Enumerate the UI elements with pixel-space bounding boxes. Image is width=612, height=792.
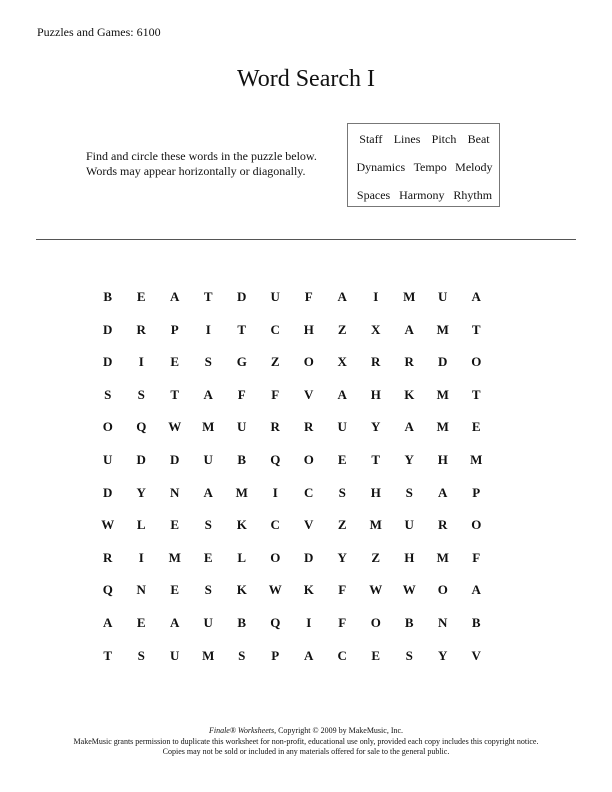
grid-letter: P: [271, 647, 280, 663]
word-bank-word: Dynamics: [356, 160, 406, 174]
grid-letter: S: [338, 484, 346, 500]
grid-letter: T: [471, 321, 481, 337]
grid-letter: S: [137, 386, 145, 402]
grid-letter: U: [170, 647, 180, 663]
grid-letter: D: [438, 354, 448, 370]
grid-letter: E: [471, 419, 481, 435]
grid-letter: Y: [371, 419, 381, 435]
grid-letter: F: [338, 582, 347, 598]
grid-row: [91, 574, 493, 607]
grid-letter: S: [204, 582, 212, 598]
grid-row: [91, 281, 493, 314]
grid-letter: M: [202, 647, 215, 663]
grid-letter: C: [304, 484, 314, 500]
grid-letter: Z: [270, 354, 280, 370]
instructions-line-2: Words may appear horizontally or diagonally.: [86, 164, 306, 178]
grid-letter: K: [236, 517, 247, 533]
grid-letter: E: [170, 582, 180, 598]
grid-letter: N: [170, 484, 180, 500]
grid-row: [91, 444, 493, 477]
grid-letter: A: [170, 289, 180, 304]
word-bank-word: Rhythm: [453, 188, 493, 202]
word-bank-word: Staff: [359, 132, 383, 146]
grid-letter: F: [271, 386, 280, 402]
grid-letter: A: [471, 289, 481, 304]
grid-letter: D: [136, 452, 146, 467]
grid-letter: F: [472, 549, 481, 565]
grid-letter: M: [168, 549, 181, 565]
grid-letter: T: [203, 289, 213, 304]
grid-letter: I: [272, 484, 278, 500]
grid-letter: G: [236, 354, 247, 370]
divider: [36, 239, 576, 240]
word-bank-word: Pitch: [431, 132, 457, 146]
instructions: [86, 149, 317, 179]
grid-letter: H: [370, 386, 381, 402]
grid-letter: S: [204, 517, 212, 533]
footer-copyright: , Copyright © 2009 by MakeMusic, Inc.: [274, 726, 404, 735]
grid-letter: P: [472, 484, 481, 500]
grid-letter: Q: [270, 452, 281, 467]
word-bank-row: [348, 132, 501, 147]
grid-letter: Q: [102, 582, 113, 598]
page-title: Word Search I: [236, 66, 375, 92]
grid-row: [91, 346, 493, 379]
grid-letter: A: [203, 386, 213, 402]
grid-letter: M: [436, 386, 449, 402]
grid-letter: W: [402, 582, 416, 598]
grid-letter: S: [238, 647, 246, 663]
grid-letter: F: [237, 386, 246, 402]
grid-letter: U: [237, 419, 247, 435]
grid-letter: H: [437, 452, 448, 467]
grid-letter: R: [438, 517, 448, 533]
grid-letter: N: [438, 615, 448, 630]
grid-letter: V: [304, 517, 314, 533]
grid-letter: X: [337, 354, 347, 370]
word-bank-word: Tempo: [413, 160, 447, 174]
grid-letter: Z: [337, 321, 347, 337]
grid-letter: I: [138, 354, 144, 370]
grid-row: [91, 379, 493, 412]
grid-letter: H: [303, 321, 314, 337]
grid-letter: K: [404, 386, 415, 402]
footer-line-1: [0, 726, 612, 737]
grid-letter: M: [470, 452, 483, 467]
grid-letter: U: [270, 289, 280, 304]
footer-brand: Finale® Worksheets: [208, 726, 275, 735]
grid-letter: E: [136, 289, 146, 304]
word-bank-word: Lines: [393, 132, 421, 146]
grid-letter: A: [471, 582, 481, 598]
footer-line-2: MakeMusic grants permission to duplicate this worksheet for non-profit, educational use only, provided each copy includes this copyright notice.: [73, 736, 539, 746]
grid-letter: V: [471, 647, 481, 663]
grid-letter: S: [104, 386, 112, 402]
grid-letter: M: [436, 419, 449, 435]
grid-letter: B: [237, 452, 247, 467]
grid-letter: D: [304, 549, 314, 565]
copyright-footer: [0, 726, 612, 758]
instructions-line-1: Find and circle these words in the puzzle below.: [86, 149, 317, 163]
grid-letter: S: [405, 484, 413, 500]
grid-letter: O: [370, 615, 381, 630]
grid-letter: A: [438, 484, 448, 500]
grid-letter: E: [371, 647, 381, 663]
grid-letter: R: [103, 549, 113, 565]
grid-letter: E: [170, 354, 180, 370]
grid-letter: H: [404, 549, 415, 565]
grid-letter: Q: [136, 419, 147, 435]
grid-letter: A: [203, 484, 213, 500]
grid-letter: U: [103, 452, 113, 467]
grid-letter: N: [136, 582, 146, 598]
word-bank-word: Harmony: [399, 188, 445, 202]
grid-letter: E: [170, 517, 180, 533]
grid-letter: R: [304, 419, 314, 435]
grid-letter: O: [303, 452, 314, 467]
grid-letter: W: [268, 582, 282, 598]
grid-row: [91, 509, 493, 542]
grid-letter: A: [337, 386, 347, 402]
grid-row: [91, 640, 493, 673]
grid-letter: I: [138, 549, 144, 565]
word-bank-row: [348, 160, 501, 175]
grid-letter: D: [103, 484, 113, 500]
grid-letter: B: [471, 615, 481, 630]
grid-letter: W: [101, 517, 115, 533]
grid-letter: A: [404, 419, 414, 435]
grid-letter: T: [237, 321, 247, 337]
grid-letter: C: [337, 647, 347, 663]
grid-letter: M: [235, 484, 248, 500]
grid-letter: O: [303, 354, 314, 370]
grid-letter: M: [403, 289, 416, 304]
grid-letter: E: [337, 452, 347, 467]
grid-letter: W: [369, 582, 383, 598]
grid-letter: B: [404, 615, 414, 630]
grid-letter: U: [438, 289, 448, 304]
grid-letter: A: [404, 321, 414, 337]
grid-letter: U: [337, 419, 347, 435]
grid-letter: U: [203, 452, 213, 467]
grid-letter: Q: [270, 615, 281, 630]
grid-letter: F: [304, 289, 313, 304]
grid-letter: B: [237, 615, 247, 630]
word-bank-word: Beat: [467, 132, 490, 146]
grid-letter: A: [337, 289, 347, 304]
grid-letter: C: [270, 321, 280, 337]
grid-letter: O: [102, 419, 113, 435]
grid-letter: H: [370, 484, 381, 500]
grid-letter: T: [371, 452, 381, 467]
grid-letter: Z: [371, 549, 381, 565]
grid-letter: S: [405, 647, 413, 663]
grid-letter: T: [471, 386, 481, 402]
grid-letter: U: [203, 615, 213, 630]
grid-letter: W: [168, 419, 182, 435]
grid-row: [91, 411, 493, 444]
grid-letter: A: [304, 647, 314, 663]
grid-letter: C: [270, 517, 280, 533]
grid-row: [91, 477, 493, 510]
grid-letter: I: [205, 321, 211, 337]
grid-letter: E: [136, 615, 146, 630]
grid-letter: I: [373, 289, 379, 304]
word-bank: [347, 123, 500, 207]
grid-letter: R: [371, 354, 381, 370]
grid-letter: T: [170, 386, 180, 402]
grid-letter: V: [304, 386, 314, 402]
footer-line-3: Copies may not be sold or included in any materials offered for sale to the general public.: [162, 747, 450, 756]
grid-letter: O: [270, 549, 281, 565]
grid-letter: S: [204, 354, 212, 370]
series-label: Puzzles and Games: 6100: [37, 25, 161, 39]
grid-letter: M: [436, 549, 449, 565]
grid-letter: O: [471, 517, 482, 533]
grid-letter: L: [237, 549, 247, 565]
grid-letter: O: [437, 582, 448, 598]
grid-letter: R: [270, 419, 280, 435]
grid-letter: D: [170, 452, 180, 467]
grid-letter: F: [338, 615, 347, 630]
word-bank-word: Spaces: [356, 188, 391, 202]
grid-letter: T: [103, 647, 113, 663]
grid-letter: M: [436, 321, 449, 337]
grid-letter: R: [136, 321, 146, 337]
grid-letter: O: [471, 354, 482, 370]
grid-letter: M: [202, 419, 215, 435]
grid-letter: A: [170, 615, 180, 630]
grid-letter: E: [203, 549, 213, 565]
grid-letter: S: [137, 647, 145, 663]
word-bank-word: Melody: [455, 160, 493, 174]
grid-letter: X: [371, 321, 381, 337]
grid-letter: Y: [337, 549, 347, 565]
grid-letter: D: [237, 289, 247, 304]
grid-letter: P: [170, 321, 179, 337]
grid-letter: D: [103, 321, 113, 337]
grid-letter: M: [369, 517, 382, 533]
grid-letter: Y: [404, 452, 414, 467]
word-bank-row: [348, 188, 501, 203]
grid-row: [91, 607, 493, 640]
grid-letter: K: [236, 582, 247, 598]
grid-letter: D: [103, 354, 113, 370]
grid-letter: Y: [438, 647, 448, 663]
grid-letter: R: [404, 354, 414, 370]
grid-row: [91, 314, 493, 347]
grid-letter: U: [404, 517, 414, 533]
grid-letter: I: [306, 615, 312, 630]
grid-letter: K: [303, 582, 314, 598]
grid-letter: A: [103, 615, 113, 630]
grid-letter: B: [103, 289, 113, 304]
grid-letter: L: [136, 517, 146, 533]
grid-letter: Y: [136, 484, 146, 500]
grid-row: [91, 542, 493, 575]
grid-letter: Z: [337, 517, 347, 533]
